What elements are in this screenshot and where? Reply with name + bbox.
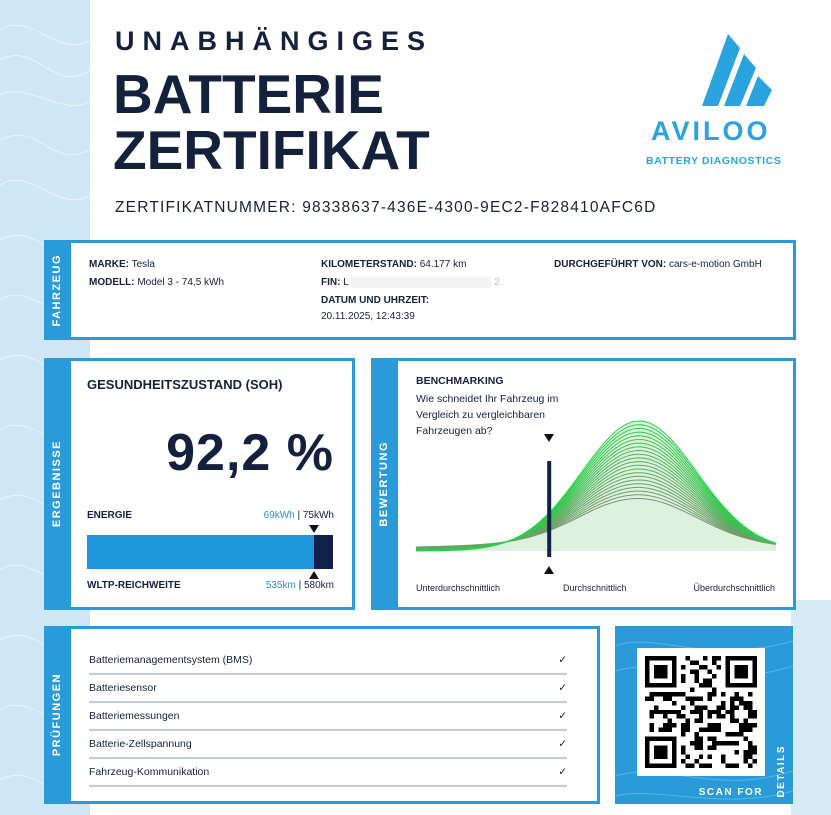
qr-module [681, 714, 685, 718]
qr-module [735, 665, 748, 678]
qr-module [703, 683, 707, 687]
qr-module [658, 728, 662, 732]
soh-title: GESUNDHEITSZUSTAND (SOH) [87, 377, 283, 392]
qr-module [699, 705, 703, 709]
qr-module [699, 728, 703, 732]
qr-module [685, 755, 689, 759]
qr-module [712, 692, 716, 696]
qr-module [717, 723, 721, 727]
qr-module [649, 710, 653, 714]
qr-module [690, 660, 694, 664]
qr-module [694, 732, 698, 736]
title-line-2: ZERTIFIKAT [113, 119, 430, 181]
qr-module [667, 728, 671, 732]
benchmark-marker-bottom-icon [544, 566, 554, 574]
qr-module [658, 710, 662, 714]
qr-module [694, 705, 698, 709]
qr-module [748, 701, 752, 705]
qr-module [708, 728, 712, 732]
qr-module [649, 714, 653, 718]
qr-module [672, 701, 676, 705]
soh-panel [68, 358, 355, 610]
check-icon: ✓ [558, 738, 567, 750]
qr-module [730, 701, 734, 705]
qr-module [708, 764, 712, 768]
qr-module [739, 701, 743, 705]
qr-module [690, 710, 694, 714]
qr-module [735, 692, 739, 696]
qr-module [699, 665, 703, 669]
qr-module [681, 728, 685, 732]
bar-marker-bottom-icon [309, 571, 319, 579]
benchmark-label-low: Unterdurchschnittlich [416, 583, 501, 593]
qr-module [712, 741, 716, 745]
model-value: Model 3 - 74,5 kWh [137, 277, 225, 288]
distribution-area [416, 421, 776, 551]
qr-module [699, 755, 703, 759]
qr-module [753, 746, 757, 750]
qr-module [748, 728, 752, 732]
qr-module [735, 764, 739, 768]
model-row: MODELL: Model 3 - 74,5 kWh [89, 277, 225, 288]
qr-module [663, 714, 667, 718]
checks-panel [68, 626, 600, 804]
qr-code[interactable] [637, 648, 765, 776]
tab-bewertung: BEWERTUNG [371, 358, 397, 610]
qr-module [690, 669, 694, 673]
soh-bar-fill [87, 535, 314, 569]
qr-module [726, 741, 730, 745]
logo-wordmark: AVILOO [651, 116, 771, 146]
qr-module [726, 732, 730, 736]
qr-module [712, 728, 716, 732]
qr-module [748, 741, 752, 745]
qr-module [654, 665, 667, 678]
qr-module [735, 705, 739, 709]
qr-module [748, 764, 752, 768]
qr-module [699, 696, 703, 700]
qr-module [735, 696, 739, 700]
check-icon: ✓ [558, 710, 567, 722]
soh-value: 92,2 % [166, 424, 334, 482]
qr-module [708, 696, 712, 700]
qr-module [712, 723, 716, 727]
datetime-label: DATUM UND UHRZEIT: [321, 295, 430, 306]
benchmark-label-high: Überdurchschnittlich [693, 583, 775, 593]
qr-module [708, 678, 712, 682]
qr-module [690, 687, 694, 691]
qr-module [694, 710, 698, 714]
qr-module [739, 696, 743, 700]
qr-code-icon [645, 656, 757, 768]
qr-module [721, 705, 725, 709]
qr-module [730, 714, 734, 718]
qr-module [649, 728, 653, 732]
qr-module [681, 692, 685, 696]
mileage-row: KILOMETERSTAND: 64.177 km [321, 259, 467, 270]
qr-module [685, 764, 689, 768]
qr-module [654, 746, 667, 759]
qr-module [708, 723, 712, 727]
qr-module [681, 732, 685, 736]
qr-module [726, 710, 730, 714]
check-item: Batteriemanagementsystem (BMS) ✓ [89, 647, 567, 675]
qr-module [721, 714, 725, 718]
vehicle-panel [68, 240, 796, 340]
qr-module [699, 719, 703, 723]
qr-module [694, 719, 698, 723]
check-item: Batteriesensor ✓ [89, 675, 567, 703]
qr-module [748, 746, 752, 750]
qr-module [699, 764, 703, 768]
qr-module [717, 656, 721, 660]
qr-module [717, 710, 721, 714]
certificate-title [113, 63, 430, 181]
qr-module [712, 737, 716, 741]
qr-module [681, 759, 685, 763]
qr-module [685, 696, 689, 700]
qr-module [739, 723, 743, 727]
qr-module [694, 674, 698, 678]
qr-module [667, 710, 671, 714]
qr-module [744, 719, 748, 723]
qr-module [703, 678, 707, 682]
qr-module [649, 692, 653, 696]
check-icon: ✓ [558, 766, 567, 778]
qr-module [685, 728, 689, 732]
qr-module [645, 696, 649, 700]
qr-module [721, 755, 725, 759]
qr-module [663, 696, 667, 700]
qr-module [654, 692, 658, 696]
qr-module [681, 750, 685, 754]
right-decor-band [791, 600, 831, 815]
qr-module [699, 714, 703, 718]
check-icon: ✓ [558, 654, 567, 666]
brand-row: MARKE: Tesla [89, 259, 155, 270]
qr-module [721, 701, 725, 705]
qr-module [703, 656, 707, 660]
qr-module [744, 737, 748, 741]
qr-module [676, 710, 680, 714]
check-item: Batterie-Zellspannung ✓ [89, 731, 567, 759]
tab-ergebnisse: ERGEBNISSE [44, 358, 70, 610]
qr-module [744, 728, 748, 732]
qr-caption-horizontal: SCAN FOR [698, 787, 763, 798]
qr-module [748, 750, 752, 754]
qr-module [735, 750, 739, 754]
qr-module [730, 705, 734, 709]
qr-module [744, 755, 748, 759]
qr-module [690, 764, 694, 768]
brand-value: Tesla [131, 259, 155, 270]
qr-module [649, 696, 653, 700]
check-icon: ✓ [558, 682, 567, 694]
qr-module [730, 741, 734, 745]
qr-module [681, 665, 685, 669]
qr-module [681, 678, 685, 682]
tab-fahrzeug: FAHRZEUG [44, 240, 70, 340]
qr-module [721, 759, 725, 763]
qr-module [672, 710, 676, 714]
qr-module [730, 710, 734, 714]
qr-module [694, 678, 698, 682]
qr-module [717, 665, 721, 669]
benchmark-title: BENCHMARKING [416, 375, 504, 387]
vin-value: L [343, 277, 349, 288]
check-item: Batteriemessungen ✓ [89, 703, 567, 731]
qr-module [708, 755, 712, 759]
qr-module [676, 714, 680, 718]
benchmark-distribution-curve [398, 361, 793, 613]
qr-module [721, 741, 725, 745]
qr-module [748, 705, 752, 709]
qr-module [708, 714, 712, 718]
datetime-value: 20.11.2025, 12:43:39 [321, 311, 415, 322]
qr-module [730, 732, 734, 736]
qr-module [753, 759, 757, 763]
energy-label: ENERGIE [87, 510, 133, 521]
qr-module [748, 723, 752, 727]
qr-module [753, 750, 757, 754]
qr-module [694, 746, 698, 750]
qr-module [712, 674, 716, 678]
qr-module [699, 746, 703, 750]
qr-module [699, 741, 703, 745]
qr-module [703, 705, 707, 709]
qr-module [712, 746, 716, 750]
qr-module [667, 723, 671, 727]
qr-module [663, 723, 667, 727]
qr-module [748, 692, 752, 696]
qr-module [667, 692, 671, 696]
benchmark-marker-line [547, 461, 551, 557]
qr-module [694, 737, 698, 741]
qr-module [649, 723, 653, 727]
qr-module [685, 723, 689, 727]
qr-module [663, 692, 667, 696]
benchmark-panel [395, 358, 796, 610]
qr-module [703, 764, 707, 768]
title-line-1: BATTERIE [113, 63, 384, 125]
qr-module [708, 746, 712, 750]
wltp-values: 535km | 580km [265, 580, 334, 591]
qr-module [699, 737, 703, 741]
qr-module [681, 746, 685, 750]
certificate-number: ZERTIFIKATNUMMER: 98338637-436E-4300-9EC2-F828410AFC6D [115, 199, 657, 216]
qr-module [703, 665, 707, 669]
qr-module [681, 674, 685, 678]
qr-module [712, 660, 716, 664]
qr-module [730, 696, 734, 700]
qr-module [744, 705, 748, 709]
qr-module [654, 710, 658, 714]
qr-module [708, 737, 712, 741]
qr-module [744, 701, 748, 705]
benchmark-label-mid: Durchschnittlich [563, 583, 627, 593]
qr-module [717, 728, 721, 732]
qr-module [748, 710, 752, 714]
energy-values: 69kWh | 75kWh [263, 510, 334, 521]
qr-module [708, 683, 712, 687]
qr-module [676, 692, 680, 696]
qr-module [748, 714, 752, 718]
qr-module [694, 741, 698, 745]
aviloo-logo-icon [640, 28, 800, 173]
qr-module [726, 764, 730, 768]
qr-module [708, 669, 712, 673]
qr-module [717, 741, 721, 745]
qr-panel[interactable] [615, 626, 793, 804]
qr-module [699, 710, 703, 714]
qr-caption-vertical: DETAILS [776, 745, 787, 798]
qr-module [685, 719, 689, 723]
benchmark-marker-top-icon [544, 434, 554, 442]
qr-module [712, 710, 716, 714]
check-item: Fahrzeug-Kommunikation ✓ [89, 759, 567, 787]
qr-module [712, 656, 716, 660]
qr-module [694, 696, 698, 700]
wltp-label: WLTP-REICHWEITE [87, 580, 181, 591]
benchmark-question: Wie schneidet Ihr Fahrzeug im Vergleich zu vergleichbaren Fahrzeugen ab? [416, 393, 559, 437]
qr-module [730, 764, 734, 768]
mileage-value: 64.177 km [419, 259, 467, 270]
qr-module [690, 696, 694, 700]
qr-module [708, 692, 712, 696]
qr-module [658, 692, 662, 696]
vin-redaction [351, 277, 491, 288]
qr-module [721, 692, 725, 696]
qr-module [699, 683, 703, 687]
qr-module [672, 692, 676, 696]
qr-module [735, 741, 739, 745]
qr-module [739, 732, 743, 736]
qr-module [712, 687, 716, 691]
qr-module [708, 710, 712, 714]
qr-module [694, 660, 698, 664]
qr-module [690, 701, 694, 705]
qr-module [654, 705, 658, 709]
qr-module [694, 669, 698, 673]
qr-module [694, 759, 698, 763]
qr-module [730, 719, 734, 723]
bar-marker-top-icon [309, 525, 319, 533]
qr-module [703, 728, 707, 732]
vin-tail: 2 [494, 277, 500, 288]
performed-by-row: DURCHGEFÜHRT VON: cars-e-motion GmbH [554, 259, 762, 270]
qr-module [753, 714, 757, 718]
qr-module [717, 705, 721, 709]
qr-module [663, 728, 667, 732]
qr-module [672, 723, 676, 727]
qr-module [690, 741, 694, 745]
qr-module [748, 755, 752, 759]
qr-module [717, 714, 721, 718]
qr-module [681, 705, 685, 709]
qr-module [744, 759, 748, 763]
qr-module [685, 656, 689, 660]
qr-module [735, 732, 739, 736]
qr-module [753, 710, 757, 714]
qr-module [739, 728, 743, 732]
certificate-pretitle: UNABHÄNGIGES [115, 26, 434, 56]
performed-by-value: cars-e-motion GmbH [669, 259, 762, 270]
tab-pruefungen: PRÜFUNGEN [44, 626, 70, 804]
qr-module [753, 723, 757, 727]
qr-module [735, 719, 739, 723]
soh-bar-track [87, 535, 333, 569]
logo-tagline: BATTERY DIAGNOSTICS [646, 155, 782, 167]
qr-module [663, 710, 667, 714]
qr-module [667, 696, 671, 700]
qr-module [667, 719, 671, 723]
vin-row: FIN: L 2 [321, 277, 500, 288]
qr-module [744, 723, 748, 727]
qr-module [681, 723, 685, 727]
qr-module [744, 750, 748, 754]
